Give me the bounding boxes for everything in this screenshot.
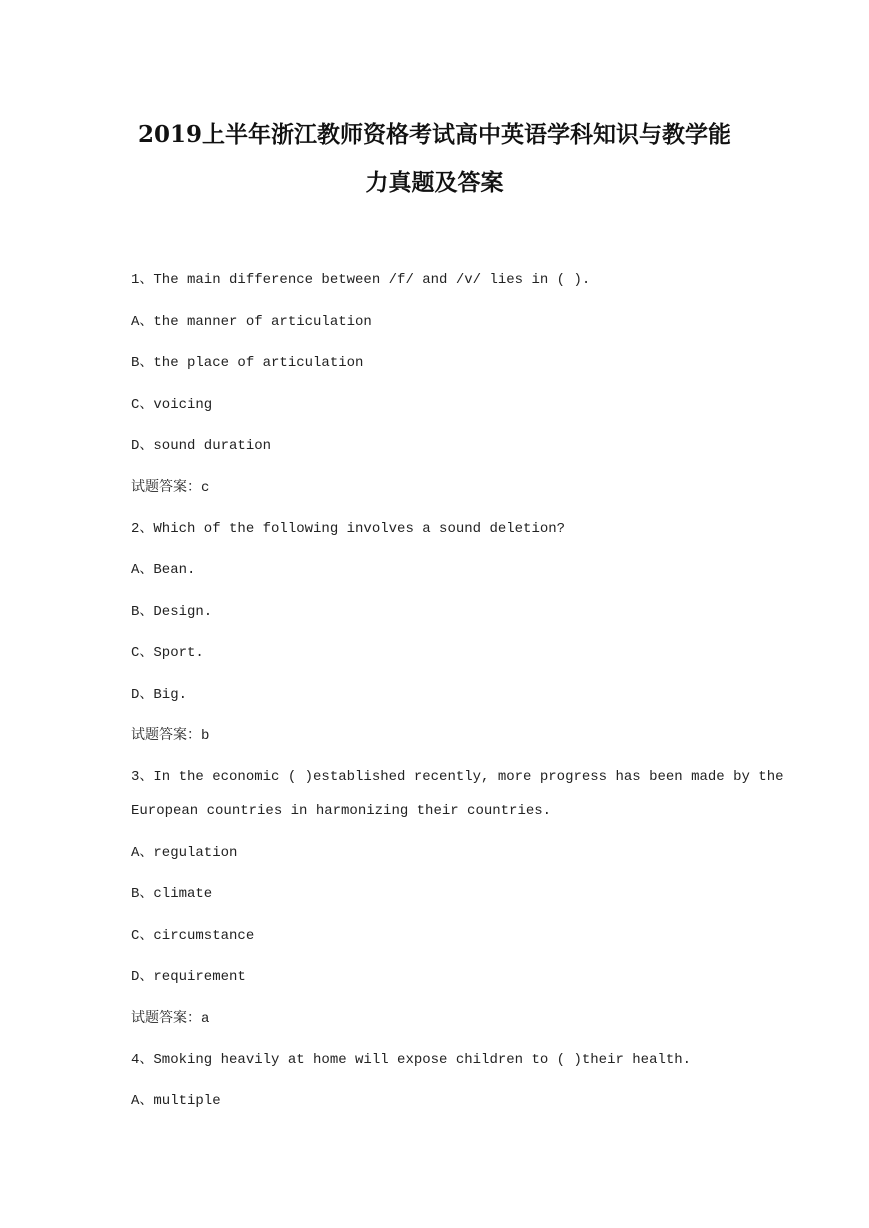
question-1-option-c: C、voicing [131, 397, 213, 413]
question-1-option-d: D、sound duration [131, 438, 272, 454]
question-1-option-b: B、the place of articulation [131, 355, 364, 371]
question-2-option-a: A、Bean. [131, 562, 196, 578]
question-3-stem-line-2: European countries in harmonizing their countries. [131, 803, 552, 819]
question-4-option-a: A、multiple [131, 1093, 221, 1109]
question-3-option-a: A、regulation [131, 845, 238, 861]
question-3-option-d: D、requirement [131, 969, 246, 985]
question-2-answer: 试题答案：b [131, 728, 210, 744]
question-3-option-c: C、circumstance [131, 928, 255, 944]
question-1-option-a: A、the manner of articulation [131, 314, 372, 330]
question-2-option-b: B、Design. [131, 604, 213, 620]
question-3-option-b: B、climate [131, 886, 213, 902]
question-3-answer: 试题答案：a [131, 1011, 210, 1027]
document-title-line-2: 力真题及答案 [365, 169, 504, 196]
document-title-line-1: 2019上半年浙江教师资格考试高中英语学科知识与教学能 [137, 121, 731, 148]
question-2-stem: 2、Which of the following involves a sound deletion? [131, 521, 566, 537]
question-4-stem: 4、Smoking heavily at home will expose children to ( )their health. [131, 1052, 692, 1068]
question-1-answer: 试题答案：c [131, 480, 210, 496]
question-1-stem: 1、The main difference between /f/ and /v/ lies in ( ). [131, 272, 591, 288]
question-3-stem-line-1: 3、In the economic ( )established recently, more progress has been made by the [131, 769, 784, 785]
question-2-option-d: D、Big. [131, 687, 188, 703]
question-2-option-c: C、Sport. [131, 645, 204, 661]
